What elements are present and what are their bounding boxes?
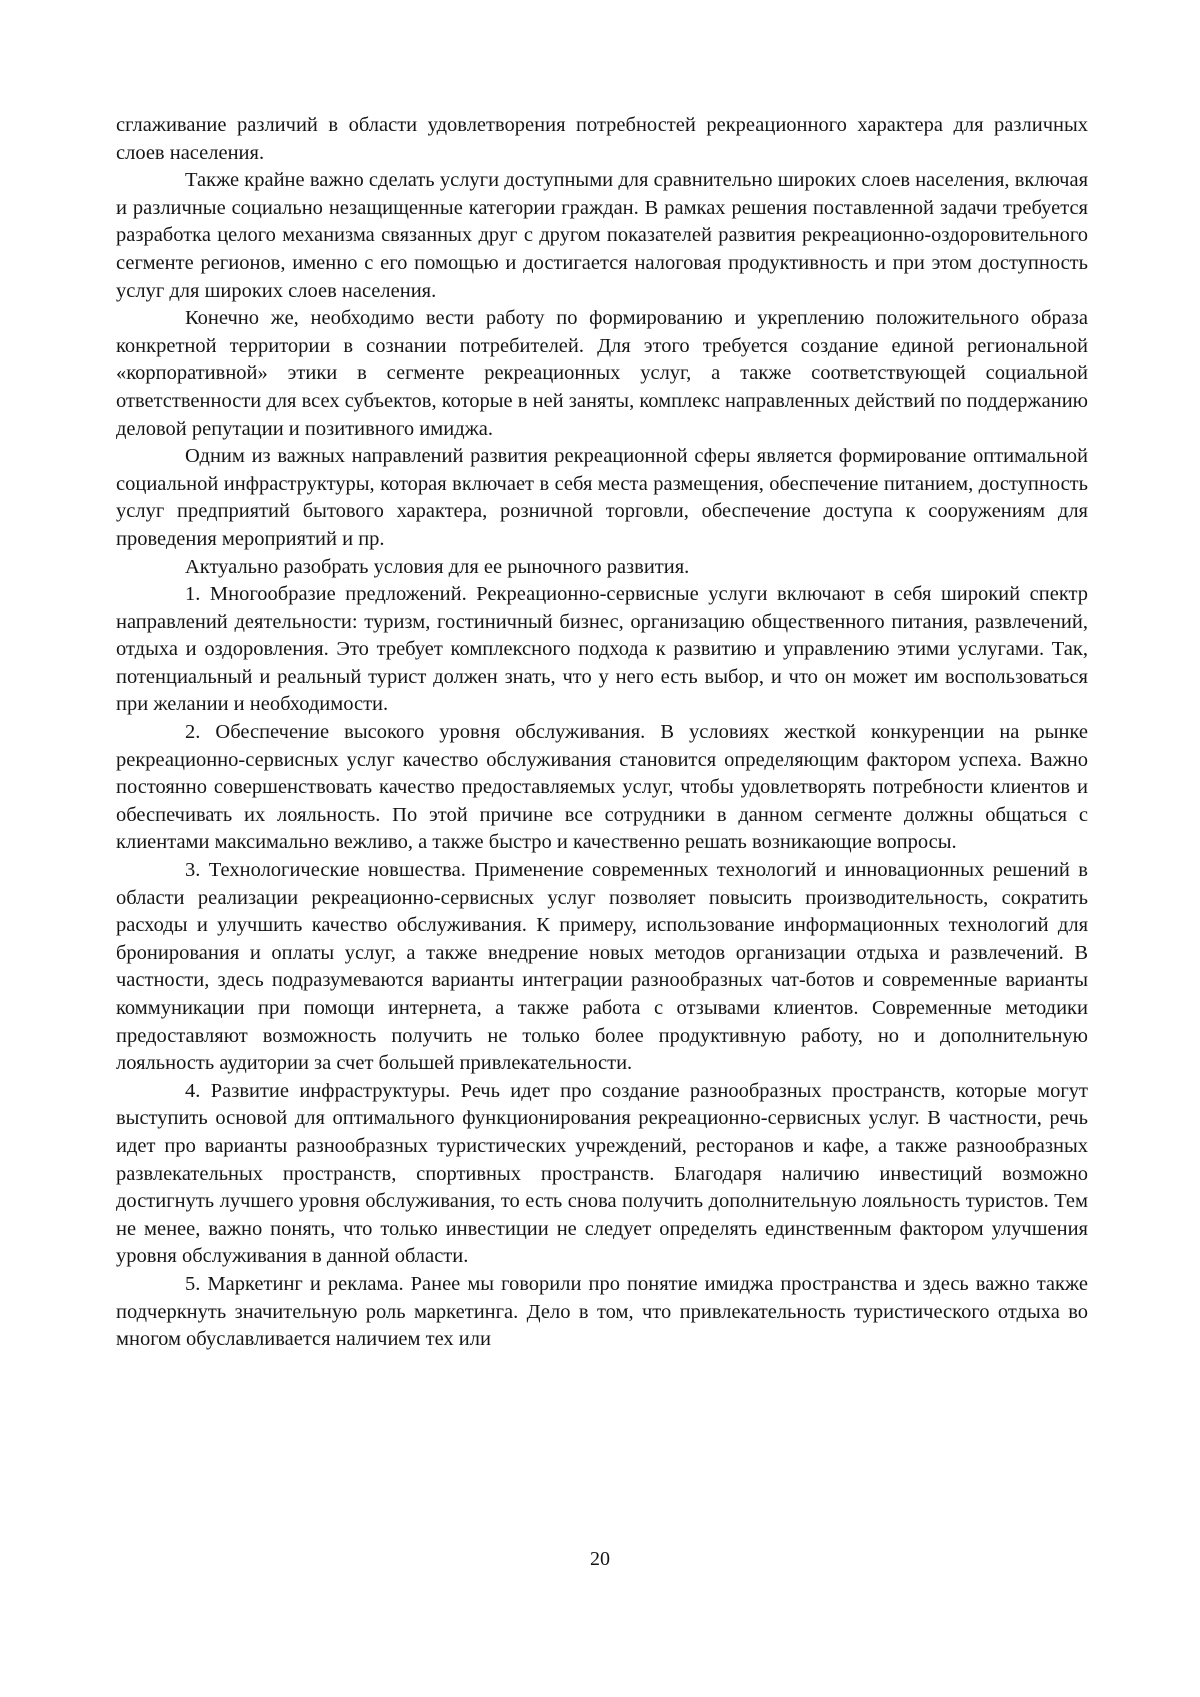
paragraph-conditions-intro: Актуально разобрать условия для ее рыночного развития. <box>116 554 1088 582</box>
list-item-4: 4. Развитие инфраструктуры. Речь идет про создание разнообразных пространств, которые могут выступить основой для оптимального функционирования рекреационно-сервисных услуг. В частности, речь идет про варианты разнообразных туристических учреждений, ресторанов и кафе, а также разнообразных развлекательных пространств, спортивных пространств. Благодаря наличию инвестиций возможно достигнуть лучшего уровня обслуживания, то есть снова получить дополнительную лояльность туристов. Тем не менее, важно понять, что только инвестиции не следует определять единственным фактором улучшения уровня обслуживания в данной области. <box>116 1078 1088 1271</box>
paragraph-image: Конечно же, необходимо вести работу по формированию и укреплению положительного образа конкретной территории в сознании потребителей. Для этого требуется создание единой региональной «корпоративной» этики в сегменте рекреационных услуг, а также соответствующей социальной ответственности для всех субъектов, которые в ней заняты, комплекс направленных действий по поддержанию деловой репутации и позитивного имиджа. <box>116 305 1088 443</box>
paragraph-continuation: сглаживание различий в области удовлетворения потребностей рекреационного характера для различных слоев населения. <box>116 112 1088 167</box>
page-number: 20 <box>0 1548 1200 1571</box>
list-item-2: 2. Обеспечение высокого уровня обслуживания. В условиях жесткой конкуренции на рынке рекреационно-сервисных услуг качество обслуживания становится определяющим фактором успеха. Важно постоянно совершенствовать качество предоставляемых услуг, чтобы удовлетворять потребности клиентов и обеспечивать их лояльность. По этой причине все сотрудники в данном сегменте должны общаться с клиентами максимально вежливо, а также быстро и качественно решать возникающие вопросы. <box>116 719 1088 857</box>
paragraph-accessibility: Также крайне важно сделать услуги доступными для сравнительно широких слоев населения, включая и различные социально незащищенные категории граждан. В рамках решения поставленной задачи требуется разработка целого механизма связанных друг с другом показателей развития рекреационно-оздоровительного сегменте регионов, именно с его помощью и достигается налоговая продуктивность и при этом доступность услуг для широких слоев населения. <box>116 167 1088 305</box>
list-item-3: 3. Технологические новшества. Применение современных технологий и инновационных решений в области реализации рекреационно-сервисных услуг позволяет повысить производительность, сократить расходы и улучшить качество обслуживания. К примеру, использование информационных технологий для бронирования и оплаты услуг, а также внедрение новых методов организации отдыха и развлечений. В частности, здесь подразумеваются варианты интеграции разнообразных чат-ботов и современные варианты коммуникации при помощи интернета, а также работа с отзывами клиентов. Современные методики предоставляют возможность получить не только более продуктивную работу, но и дополнительную лояльность аудитории за счет большей привлекательности. <box>116 857 1088 1078</box>
document-body <box>116 112 1088 1354</box>
paragraph-infrastructure: Одним из важных направлений развития рекреационной сферы является формирование оптимальной социальной инфраструктуры, которая включает в себя места размещения, обеспечение питанием, доступность услуг предприятий бытового характера, розничной торговли, обеспечение доступа к сооружениям для проведения мероприятий и пр. <box>116 443 1088 553</box>
list-item-1: 1. Многообразие предложений. Рекреационно-сервисные услуги включают в себя широкий спектр направлений деятельности: туризм, гостиничный бизнес, организацию общественного питания, развлечений, отдыха и оздоровления. Это требует комплексного подхода к развитию и управлению этими услугами. Так, потенциальный и реальный турист должен знать, что у него есть выбор, и что он может им воспользоваться при желании и необходимости. <box>116 581 1088 719</box>
list-item-5: 5. Маркетинг и реклама. Ранее мы говорили про понятие имиджа пространства и здесь важно также подчеркнуть значительную роль маркетинга. Дело в том, что привлекательность туристического отдыха во многом обуславливается наличием тех или <box>116 1271 1088 1354</box>
